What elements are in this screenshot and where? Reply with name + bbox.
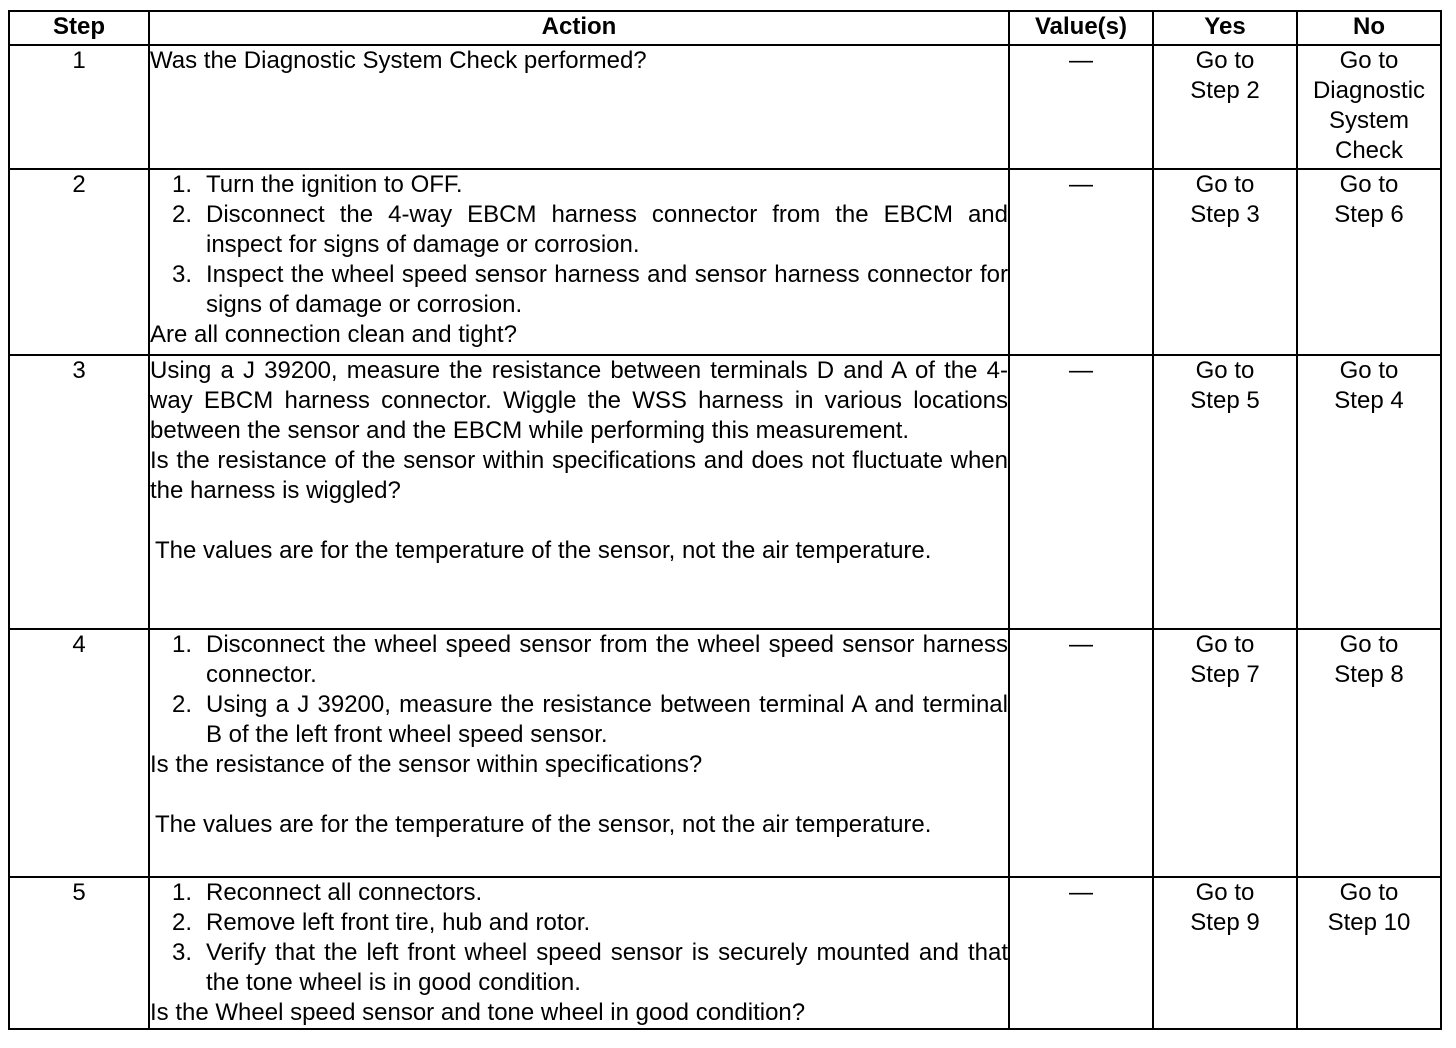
action-question: Is the resistance of the sensor within specifications? — [150, 751, 703, 778]
action-list-item: 3. Verify that the left front wheel speed sensor is securely mounted and that the tone wheel is in good condition. — [172, 939, 1008, 996]
no-cell — [1297, 169, 1441, 355]
header-no: No — [1297, 11, 1441, 45]
action-item-text: Turn the ignition to OFF. — [206, 171, 463, 198]
value-cell: — — [1009, 45, 1153, 169]
action-question: Are all connection clean and tight? — [150, 321, 517, 348]
action-list-item: 2. Disconnect the 4-way EBCM harness connector from the EBCM and inspect for signs of damage or corrosion. — [172, 201, 1008, 258]
header-values: Value(s) — [1009, 11, 1153, 45]
action-item-text: Remove left front tire, hub and rotor. — [206, 909, 591, 936]
action-item-text: Inspect the wheel speed sensor harness and sensor harness connector for signs of damage or corrosion. — [206, 261, 1008, 318]
value-cell: — — [1009, 877, 1153, 1029]
action-list-item: 2. Remove left front tire, hub and rotor. — [172, 909, 591, 936]
action-question: Is the resistance of the sensor within specifications and does not fluctuate when the harness is wiggled? — [150, 447, 1008, 504]
no-line: Go to — [1339, 47, 1399, 74]
step-number: 5 — [9, 877, 149, 1029]
yes-line: Go to — [1195, 171, 1255, 198]
action-item-text: Disconnect the wheel speed sensor from the wheel speed sensor harness connector. — [206, 631, 1008, 688]
action-list-item: 1. Reconnect all connectors. — [172, 879, 483, 906]
yes-cell — [1153, 355, 1297, 629]
action-list-item: 1. Disconnect the wheel speed sensor from the wheel speed sensor harness connector. — [172, 631, 1008, 688]
action-question: Is the Wheel speed sensor and tone wheel in good condition? — [150, 999, 806, 1026]
table-header-row — [9, 11, 1441, 45]
yes-line: Step 9 — [1190, 909, 1260, 936]
action-item-text: Disconnect the 4-way EBCM harness connector from the EBCM and inspect for signs of damage or corrosion. — [206, 201, 1008, 258]
yes-line: Step 5 — [1190, 387, 1260, 414]
no-cell — [1297, 355, 1441, 629]
action-note: The values are for the temperature of the sensor, not the air temperature. — [155, 811, 932, 838]
action-list-item: 1. Turn the ignition to OFF. — [172, 171, 463, 198]
table-row — [9, 629, 1441, 877]
action-note: The values are for the temperature of the sensor, not the air temperature. — [155, 537, 932, 564]
action-text: Using a J 39200, measure the resistance between terminals D and A of the 4-way EBCM harness connector. Wiggle the WSS harness in various locations between the sensor and the EBCM while performing this measurement. — [150, 357, 1008, 444]
action-cell — [149, 355, 1009, 629]
yes-line: Go to — [1195, 631, 1255, 658]
action-cell — [149, 45, 1009, 169]
action-list — [150, 170, 1008, 320]
yes-line: Step 7 — [1190, 661, 1260, 688]
yes-cell — [1153, 877, 1297, 1029]
step-number: 4 — [9, 629, 149, 877]
step-number: 2 — [9, 169, 149, 355]
action-list — [150, 878, 1008, 998]
no-cell — [1297, 629, 1441, 877]
header-step: Step — [9, 11, 149, 45]
header-action: Action — [149, 11, 1009, 45]
value-cell: — — [1009, 169, 1153, 355]
no-line: Step 10 — [1327, 909, 1411, 936]
no-cell — [1297, 45, 1441, 169]
diagnostic-table — [8, 10, 1442, 1030]
action-item-text: Verify that the left front wheel speed sensor is securely mounted and that the tone wheel is in good condition. — [206, 939, 1008, 996]
action-cell — [149, 629, 1009, 877]
no-line: Go to — [1339, 171, 1399, 198]
table-row — [9, 45, 1441, 169]
no-line: System — [1328, 107, 1409, 134]
no-line: Step 6 — [1334, 201, 1404, 228]
action-cell — [149, 877, 1009, 1029]
no-line: Step 4 — [1334, 387, 1404, 414]
step-number: 1 — [9, 45, 149, 169]
action-list-item: 2. Using a J 39200, measure the resistance between terminal A and terminal B of the left front wheel speed sensor. — [172, 691, 1008, 748]
action-list-item: 3. Inspect the wheel speed sensor harness and sensor harness connector for signs of damage or corrosion. — [172, 261, 1008, 318]
no-cell — [1297, 877, 1441, 1029]
no-line: Check — [1334, 137, 1404, 164]
table-row — [9, 877, 1441, 1029]
table-row — [9, 169, 1441, 355]
yes-line: Go to — [1195, 879, 1255, 906]
no-line: Step 8 — [1334, 661, 1404, 688]
yes-line: Step 3 — [1190, 201, 1260, 228]
yes-line: Go to — [1195, 47, 1255, 74]
table-row — [9, 355, 1441, 629]
value-cell: — — [1009, 629, 1153, 877]
no-line: Go to — [1339, 631, 1399, 658]
header-yes: Yes — [1153, 11, 1297, 45]
no-line: Go to — [1339, 879, 1399, 906]
yes-line: Step 2 — [1190, 77, 1260, 104]
action-list — [150, 630, 1008, 750]
no-line: Go to — [1339, 357, 1399, 384]
yes-cell — [1153, 629, 1297, 877]
yes-cell — [1153, 169, 1297, 355]
action-item-text: Reconnect all connectors. — [206, 879, 483, 906]
yes-line: Go to — [1195, 357, 1255, 384]
action-item-text: Using a J 39200, measure the resistance between terminal A and terminal B of the left front wheel speed sensor. — [206, 691, 1008, 748]
action-question: Was the Diagnostic System Check performed? — [150, 47, 647, 74]
no-line: Diagnostic — [1312, 77, 1426, 104]
step-number: 3 — [9, 355, 149, 629]
value-cell: — — [1009, 355, 1153, 629]
yes-cell — [1153, 45, 1297, 169]
action-cell — [149, 169, 1009, 355]
